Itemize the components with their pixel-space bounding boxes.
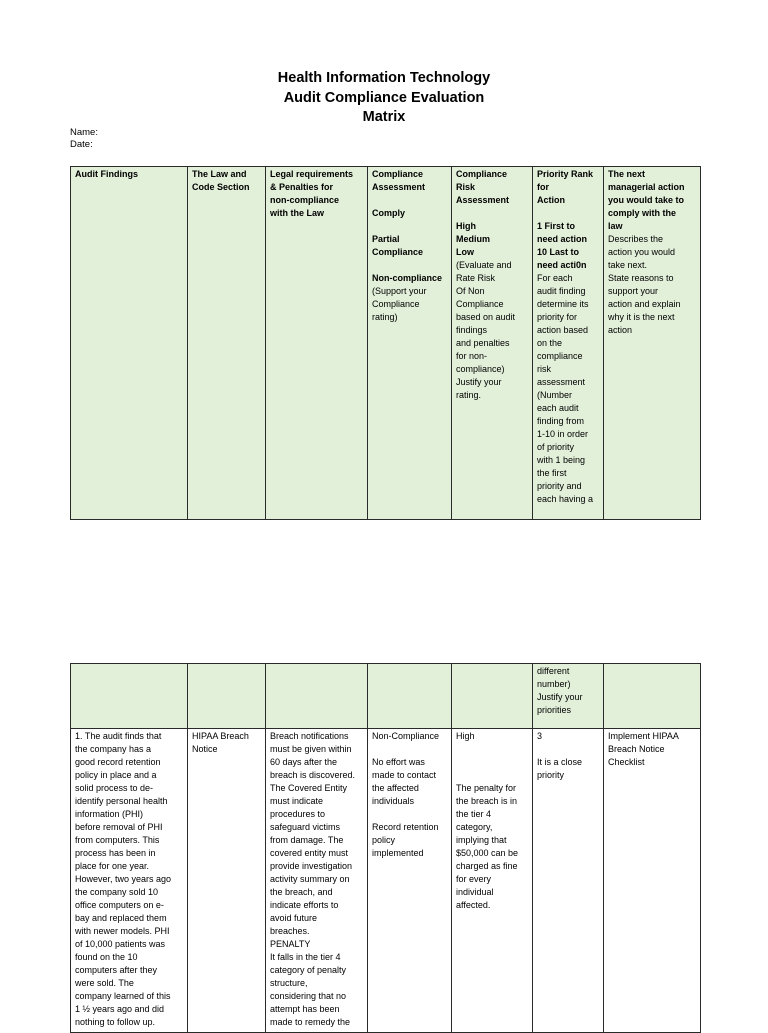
title-line-2: Audit Compliance Evaluation bbox=[283, 89, 485, 106]
header-legal-requirements: Legal requirements & Penalties for non-compliance with the Law bbox=[266, 167, 368, 520]
title-line-1: Health Information Technology bbox=[277, 70, 491, 86]
date-label: Date: bbox=[70, 139, 93, 150]
cont-cell bbox=[452, 664, 533, 729]
cont-cell bbox=[71, 664, 188, 729]
header-audit-findings: Audit Findings bbox=[71, 167, 188, 520]
priority-cell: 3 It is a close priority bbox=[533, 729, 604, 1033]
table-row bbox=[71, 729, 701, 1033]
cont-priority-note: different number) Justify your priorities bbox=[533, 664, 604, 729]
action-cell: Implement HIPAA Breach Notice Checklist bbox=[604, 729, 701, 1033]
header-continuation-row bbox=[71, 664, 701, 729]
header-risk-assessment: Compliance Risk Assessment High Medium Low (Evaluate and Rate Risk Of Non Compliance based on audit findings and penalties for non- compliance) Justify your rating. bbox=[452, 167, 533, 520]
compliance-cell: Non-Compliance No effort was made to contact the affected individuals Record retention policy implemented bbox=[368, 729, 452, 1033]
header-risk-note: (Evaluate and Rate Risk Of Non Compliance based on audit findings and penalties for non- compliance) Justify your rating. bbox=[456, 260, 516, 400]
cont-cell bbox=[266, 664, 368, 729]
header-next-action: The next managerial action you would take to comply with the law Describes the action you would take next. State reasons to support your action and explain why it is the next action bbox=[604, 167, 701, 520]
cont-cell bbox=[368, 664, 452, 729]
matrix-body-table bbox=[70, 663, 701, 1033]
header-priority-rank: Priority Rank for Action 1 First to need action 10 Last to need acti0n For each audit finding determine its priority for action based on the compliance risk assessment (Number each audit finding from 1-10 in order of priority with 1 being the first priority and each having a bbox=[533, 167, 604, 520]
cont-cell bbox=[188, 664, 266, 729]
matrix-header-table bbox=[70, 166, 701, 520]
document-title bbox=[0, 69, 768, 128]
name-label: Name: bbox=[70, 127, 98, 138]
cont-cell bbox=[604, 664, 701, 729]
risk-cell: High The penalty for the breach is in the tier 4 category, implying that $50,000 can be charged as fine for every individual affected. bbox=[452, 729, 533, 1033]
meta-block bbox=[70, 127, 98, 151]
law-cell: HIPAA Breach Notice bbox=[188, 729, 266, 1033]
title-line-3: Matrix bbox=[362, 109, 406, 125]
finding-cell: 1. The audit finds that the company has a good record retention policy in place and a solid process to de- identify personal health information (PHI) before removal of PHI from computers. This process has been in place for one year. However, two years ago the company sold 10 office computers on e- bay and replaced them with newer models. PHI of 10,000 patients was found on the 10 computers after they were sold. The company learned of this 1 ½ years ago and did nothing to follow up. bbox=[71, 729, 188, 1033]
header-compliance-note: (Support your Compliance rating) bbox=[372, 286, 427, 322]
header-law-code: The Law and Code Section bbox=[188, 167, 266, 520]
header-row bbox=[71, 167, 701, 520]
header-priority-note: For each audit finding determine its priority for action based on the compliance risk assessment (Number each audit finding from 1-10 in order of priority with 1 being the first priority and each having a bbox=[537, 273, 594, 504]
requirements-cell: Breach notifications must be given within 60 days after the breach is discovered. The Covered Entity must indicate procedures to safeguard victims from damage. The covered entity must provide investigation activity summary on the breach, and indicate efforts to avoid future breaches. PENALTY It falls in the tier 4 category of penalty structure, considering that no attempt has been made to remedy the bbox=[266, 729, 368, 1033]
header-next-action-note: Describes the action you would take next. State reasons to support your action and explain why it is the next action bbox=[608, 234, 681, 335]
header-compliance-assessment: Compliance Assessment Comply Partial Compliance Non-compliance (Support your Compliance rating) bbox=[368, 167, 452, 520]
